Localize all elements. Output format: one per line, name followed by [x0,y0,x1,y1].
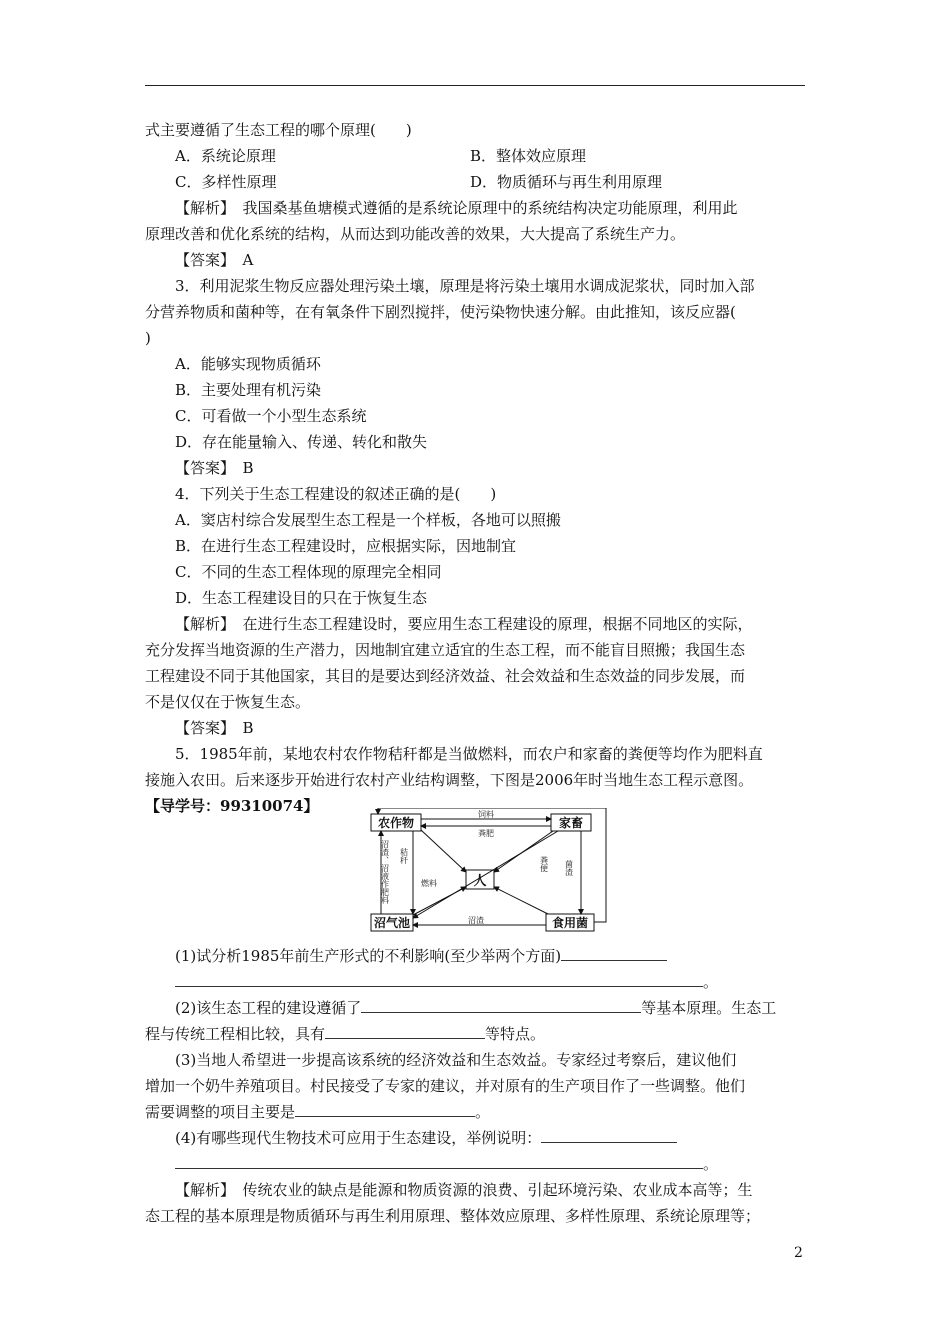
q4-analysis-line-2: 充分发挥当地资源的生产潜力，因地制宜建立适宜的生态工程，而不能盲目照搬；我国生态 [145,641,746,659]
q2-option-a: A．系统论原理 [175,147,276,165]
arrow-fungus-to-human [494,887,548,914]
answer-label: 【答案】 [175,459,228,477]
q3-answer: 【答案】 B [175,459,254,477]
q4-option-c: C．不同的生态工程体现的原理完全相同 [175,563,442,581]
analysis-label: 【解析】 [175,615,228,633]
answer-blank[interactable] [325,1024,485,1039]
answer-blank[interactable] [541,1128,677,1143]
analysis-label: 【解析】 [175,199,228,217]
q5-analysis-line-2: 态工程的基本原理是物质循环与再生利用原理、整体效应原理、多样性原理、系统论原理等； [145,1207,761,1225]
q2-answer: 【答案】 A [175,251,254,269]
eco-engineering-diagram [368,808,613,936]
node-fungus: 食用菌 [551,916,589,930]
q5-sub2-line-1: (2)该生态工程的建设遵循了 等基本原理。生态工 [175,999,777,1017]
arrow-crop-to-human [421,830,466,872]
node-livestock: 家畜 [558,816,584,830]
q5-sub4: (4)有哪些现代生物技术可应用于生态建设，举例说明： [175,1128,840,1148]
label-dung: 粪便 [539,856,549,872]
node-biogas: 沼气池 [373,916,411,930]
q3-stem-line-2: 分营养物质和菌种等，在有氧条件下剧烈搅拌，使污染物快速分解。由此推知，该反应器( [145,303,736,321]
q5-analysis-line-1: 【解析】 传统农业的缺点是能源和物质资源的浪费、引起环境污染、农业成本高等；生 [175,1181,753,1199]
q2-option-c: C．多样性原理 [175,173,277,191]
label-feed: 饲料 [478,810,494,819]
q2-option-d: D．物质循环与再生利用原理 [470,173,663,191]
q3-stem-line-3: ) [145,329,151,347]
node-crop: 农作物 [377,816,415,830]
q3-option-c: C．可看做一个小型生态系统 [175,407,367,425]
q4-analysis-line-3: 工程建设不同于其他国家，其目的是要达到经济效益、社会效益和生态效益的同步发展，而 [145,667,746,685]
q4-option-b: B．在进行生态工程建设时，应根据实际，因地制宜 [175,537,517,555]
answer-blank[interactable] [295,1102,475,1117]
q5-sub3-line-3: 需要调整的项目主要是 。 [145,1103,491,1121]
q5-stem-line-2: 接施入农田。后来逐步开始进行农村产业结构调整，下图是2006年时当地生态工程示意图。 [145,771,754,789]
q2-analysis-line-2: 原理改善和优化系统的结构，从而达到功能改善的效果，大大提高了系统生产力。 [145,225,686,243]
q4-option-a: A．窦店村综合发展型生态工程是一个样板，各地可以照搬 [175,511,561,529]
q4-stem: 4．下列关于生态工程建设的叙述正确的是( ) [175,485,497,503]
answer-blank[interactable] [561,946,667,961]
label-manure: 粪肥 [478,829,494,838]
q5-sub4-continuation: 。 [175,1154,840,1174]
q5-sub1-continuation: 。 [175,972,840,992]
q3-stem-line-1: 3．利用泥浆生物反应器处理污染土壤，原理是将污染土壤用水调成泥浆状，同时加入部 [175,277,755,295]
q5-sub1: (1)试分析1985年前生产形式的不利影响(至少举两个方面) [175,946,840,966]
label-fuel: 燃料 [421,879,437,888]
q4-analysis-line-1: 【解析】 在进行生态工程建设时，要应用生态工程建设的原理，根据不同地区的实际， [175,615,753,633]
q3-option-b: B．主要处理有机污染 [175,381,322,399]
q2-stem: 式主要遵循了生态工程的哪个原理( ) [145,121,412,139]
q5-sub2-line-2: 程与传统工程相比较，具有 等特点。 [145,1025,546,1043]
q5-guide-number: 【导学号：99310074】 [145,797,319,815]
q4-analysis-line-4: 不是仅仅在于恢复生态。 [145,693,311,711]
analysis-label: 【解析】 [175,1181,228,1199]
label-residue-fertilizer: 沼渣、沼液作肥料 [380,840,390,904]
q4-option-d: D．生态工程建设目的只在于恢复生态 [175,589,428,607]
answer-blank[interactable] [175,1154,703,1169]
page-number: 2 [794,1245,803,1261]
q2-analysis-line-1: 【解析】 我国桑基鱼塘模式遵循的是系统论原理中的系统结构决定功能原理，利用此 [175,199,738,217]
answer-label: 【答案】 [175,251,228,269]
q2-option-b: B．整体效应原理 [470,147,587,165]
q3-option-a: A．能够实现物质循环 [175,355,321,373]
q3-option-d: D．存在能量输入、传递、转化和散失 [175,433,428,451]
label-straw: 秸秆 [399,848,409,864]
answer-label: 【答案】 [175,719,228,737]
label-biogas-residue: 沼渣 [468,916,484,925]
q5-sub3-line-2: 增加一个奶牛养殖项目。村民接受了专家的建议，并对原有的生产项目作了一些调整。他们 [145,1077,746,1095]
q4-answer: 【答案】 B [175,719,254,737]
q5-sub3-line-1: (3)当地人希望进一步提高该系统的经济效益和生态效益。专家经过考察后，建议他们 [175,1051,737,1069]
answer-blank[interactable] [175,972,703,987]
q5-stem-line-1: 5．1985年前，某地农村农作物秸秆都是当做燃料，而农户和家畜的粪便等均作为肥料直 [175,745,763,763]
answer-blank[interactable] [361,998,641,1013]
node-human: 人 [473,874,487,889]
header-rule [145,85,805,86]
label-fungus-residue: 菌渣 [564,860,574,876]
